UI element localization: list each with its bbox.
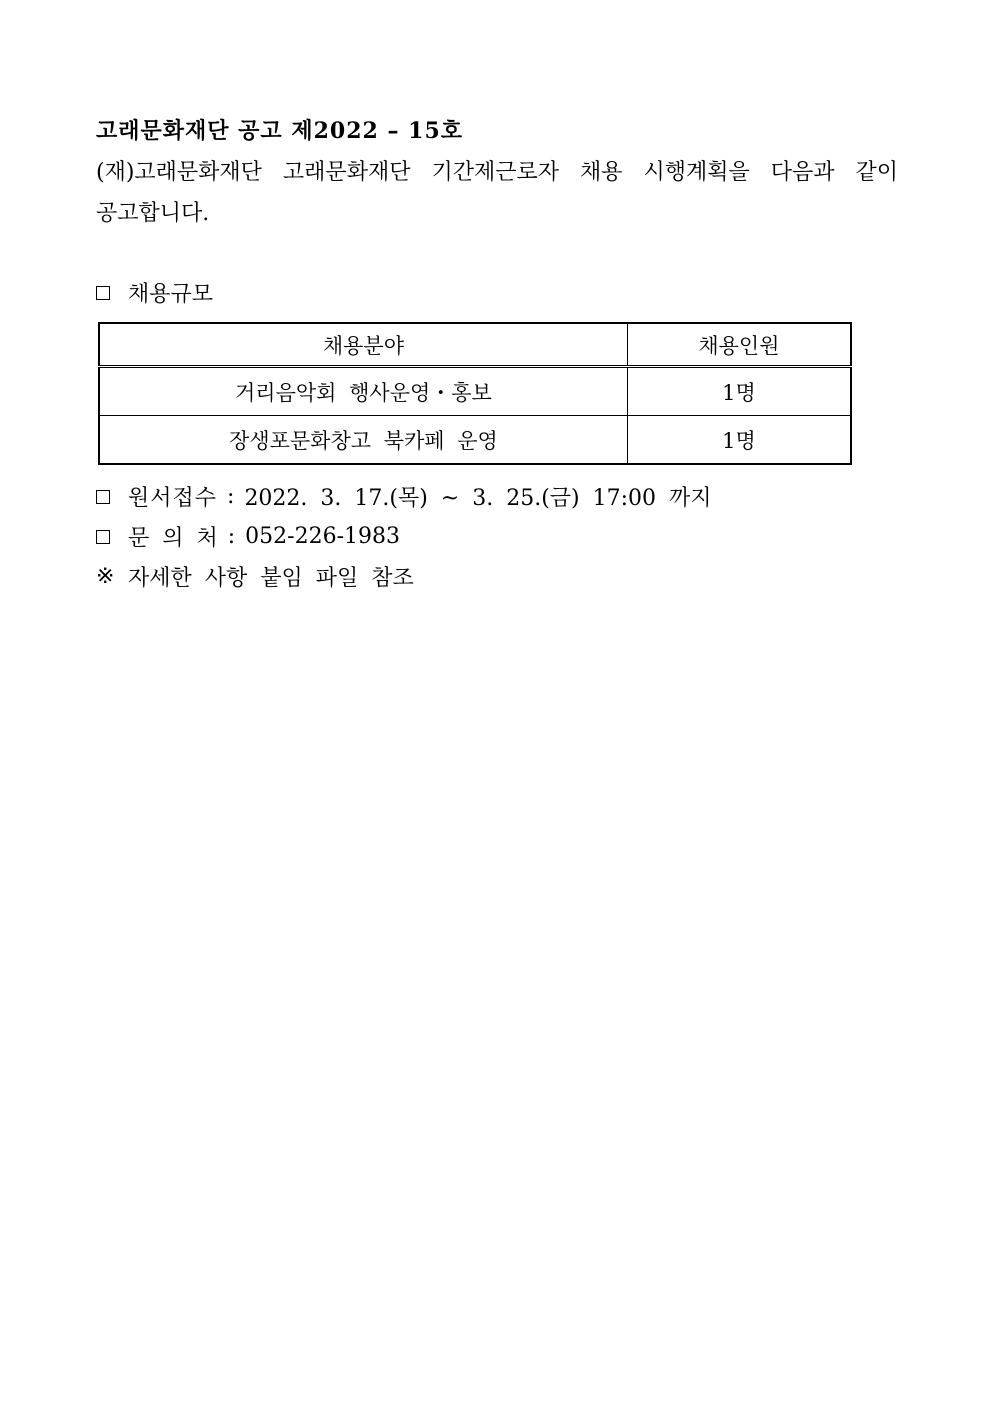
table-row	[99, 367, 851, 416]
recruit-table	[98, 322, 852, 465]
row-count: 1명	[627, 416, 851, 465]
note-line	[96, 561, 414, 592]
contact-label: 문 의 처	[128, 526, 218, 551]
checkbox-square-icon	[96, 286, 110, 300]
note-text: 자세한 사항 붙임 파일 참조	[128, 566, 414, 591]
contact-line	[96, 521, 400, 552]
reference-mark-icon: ※	[96, 564, 115, 589]
header-field: 채용분야	[99, 323, 627, 367]
application-value: 2022. 3. 17.(목) ~ 3. 25.(금) 17:00 까지	[244, 486, 712, 511]
recruit-scale-heading	[96, 277, 213, 308]
notice-intro: (재)고래문화재단 고래문화재단 기간제근로자 채용 시행계획을 다음과 같이 공고합니다.	[96, 160, 898, 226]
application-label: 원서접수	[128, 486, 218, 511]
checkbox-square-icon	[96, 530, 110, 544]
row-field: 장생포문화창고 북카페 운영	[99, 416, 627, 465]
recruit-scale-label: 채용규모	[128, 282, 214, 307]
table-header-row	[99, 323, 851, 367]
checkbox-square-icon	[96, 490, 110, 504]
application-separator: :	[227, 484, 235, 509]
table-row	[99, 416, 851, 465]
contact-value: 052-226-1983	[245, 524, 401, 549]
notice-title: 고래문화재단 공고 제2022 – 15호	[96, 118, 464, 144]
row-count: 1명	[627, 367, 851, 416]
header-count: 채용인원	[627, 323, 851, 367]
application-line	[96, 481, 712, 512]
row-field: 거리음악회 행사운영・홍보	[99, 367, 627, 416]
contact-separator: :	[227, 524, 236, 549]
